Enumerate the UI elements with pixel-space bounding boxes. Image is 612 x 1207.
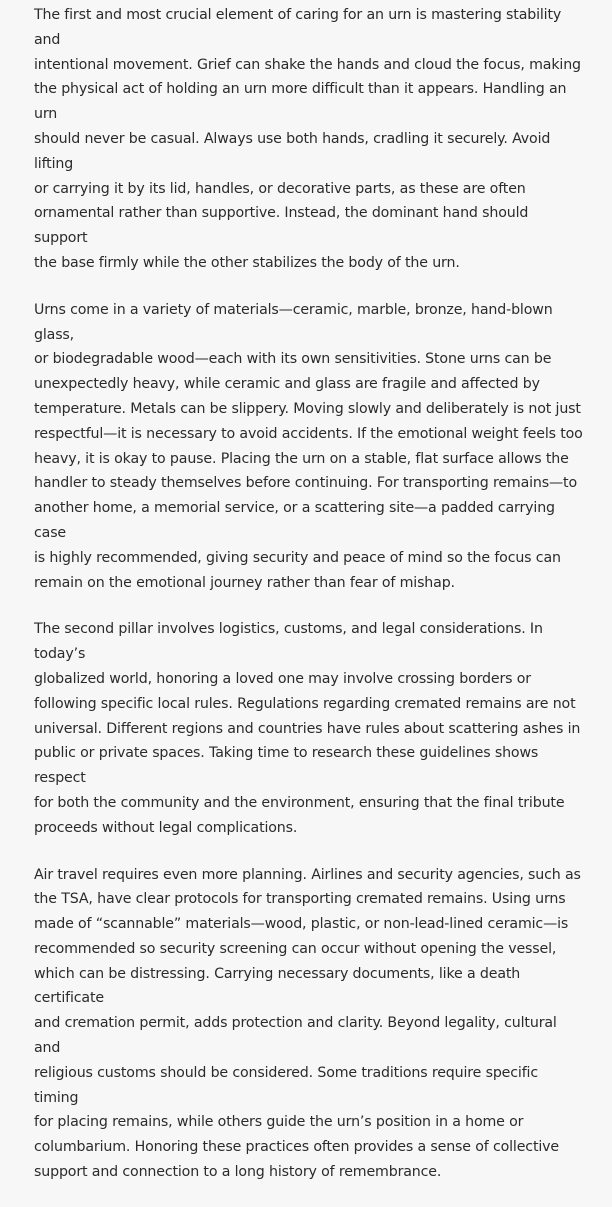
- paragraph-urn-materials: Urns come in a variety of materials—ceramic, marble, bronze, hand-blown glass, or biodegradable wood—each with its own sensitivities. Stone urns can be unexpectedly heavy, while ceramic and glass are fragile and affected by temperature. Metals can be slippery. Moving slowly and deliberately is not just respectful—it is necessary to avoid accidents. If the emotional weight feels too heavy, it is okay to pause. Placing the urn on a stable, flat surface allows the handler to steady themselves before continuing. For transporting remains—to another home, a memorial service, or a scattering site—a padded carrying case is highly recommended, giving security and peace of mind so the focus can remain on the emotional journey rather than fear of mishap.: [34, 301, 583, 591]
- paragraph-air-travel: Air travel requires even more planning. Airlines and security agencies, such as the TSA, have clear protocols for transporting cremated remains. Using urns made of “scannable” materials—wood, plastic, or non-lead-lined ceramic—is recommended so security screening can occur without opening the vessel, which can be distressing. Carrying necessary documents, like a death certificate and cremation permit, adds protection and clarity. Beyond legality, cultural and religious customs should be considered. Some traditions require specific timing for placing remains, while others guide the urn’s position in a home or columbarium. Honoring these practices often provides a sense of collective support and connection to a long history of remembrance.: [34, 866, 581, 1181]
- article-body: [34, 3, 584, 1207]
- paragraph-urn-stability: The first and most crucial element of caring for an urn is mastering stability and intentional movement. Grief can shake the hands and cloud the focus, making the physical act of holding an urn more difficult than it appears. Handling an urn should never be casual. Always use both hands, cradling it securely. Avoid lifting or carrying it by its lid, handles, or decorative parts, as these are often ornamental rather than supportive. Instead, the dominant hand should support the base firmly while the other stabilizes the body of the urn.: [34, 7, 581, 271]
- paragraph-legal-considerations: The second pillar involves logistics, customs, and legal considerations. In today’s globalized world, honoring a loved one may involve crossing borders or following specific local rules. Regulations regarding cremated remains are not universal. Different regions and countries have rules about scattering ashes in public or private spaces. Taking time to research these guidelines shows respect for both the community and the environment, ensuring that the final tribute proceeds without legal complications.: [34, 621, 581, 836]
